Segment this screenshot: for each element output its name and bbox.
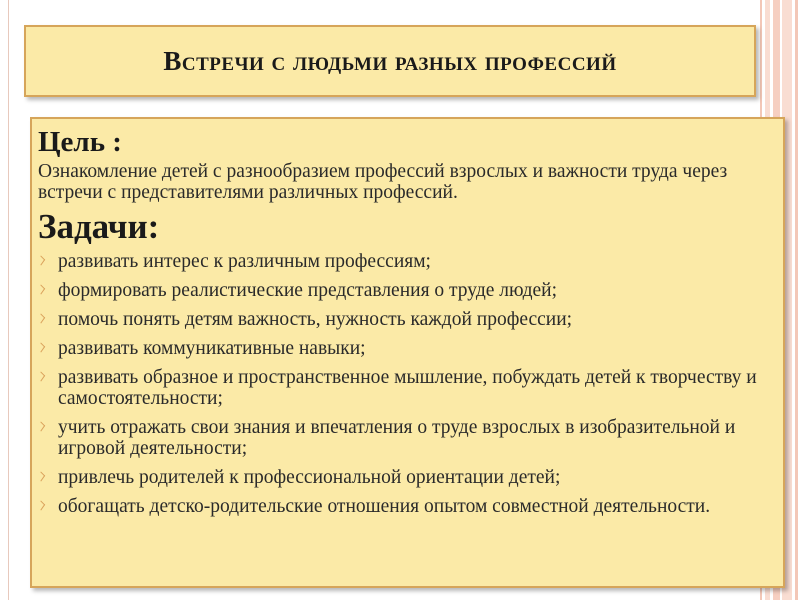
chevron-bullet-icon: [37, 313, 45, 323]
task-list: [38, 251, 775, 517]
task-item: [38, 467, 775, 488]
goal-heading: Цель :: [38, 126, 122, 158]
task-text: развивать интерес к различным профессиям;: [58, 251, 431, 272]
task-text: привлечь родителей к профессиональной ориентации детей;: [58, 467, 561, 488]
title-box: [24, 25, 756, 97]
task-item: [38, 367, 775, 409]
task-text: формировать реалистические представления о труде людей;: [58, 280, 558, 301]
task-text: развивать коммуникативные навыки;: [58, 338, 366, 359]
task-item: [38, 251, 775, 272]
goal-text: Ознакомление детей с разнообразием профессий взрослых и важности труда через встречи с представителями различных профессий.: [38, 161, 728, 203]
content-box: [30, 117, 785, 588]
chevron-bullet-icon: [37, 255, 45, 265]
task-text: обогащать детско-родительские отношения опытом совместной деятельности.: [58, 496, 711, 517]
stripe: [795, 0, 798, 600]
chevron-bullet-icon: [37, 284, 45, 294]
chevron-bullet-icon: [37, 421, 45, 431]
task-item: [38, 496, 775, 517]
task-item: [38, 417, 775, 459]
chevron-bullet-icon: [37, 500, 45, 510]
slide-title: Встречи с людьми разных профессий: [163, 45, 617, 76]
task-item: [38, 309, 775, 330]
chevron-bullet-icon: [37, 342, 45, 352]
chevron-bullet-icon: [37, 471, 45, 481]
task-text: развивать образное и пространственное мышление, побуждать детей к творчеству и самостоятельности;: [58, 367, 757, 409]
task-item: [38, 280, 775, 301]
tasks-heading: Задачи:: [38, 207, 160, 246]
left-margin-line: [8, 0, 9, 600]
task-text: помочь понять детям важность, нужность каждой профессии;: [58, 309, 573, 330]
task-text: учить отражать свои знания и впечатления о труде взрослых в изобразительной и игровой деятельности;: [58, 417, 736, 459]
chevron-bullet-icon: [37, 371, 45, 381]
task-item: [38, 338, 775, 359]
